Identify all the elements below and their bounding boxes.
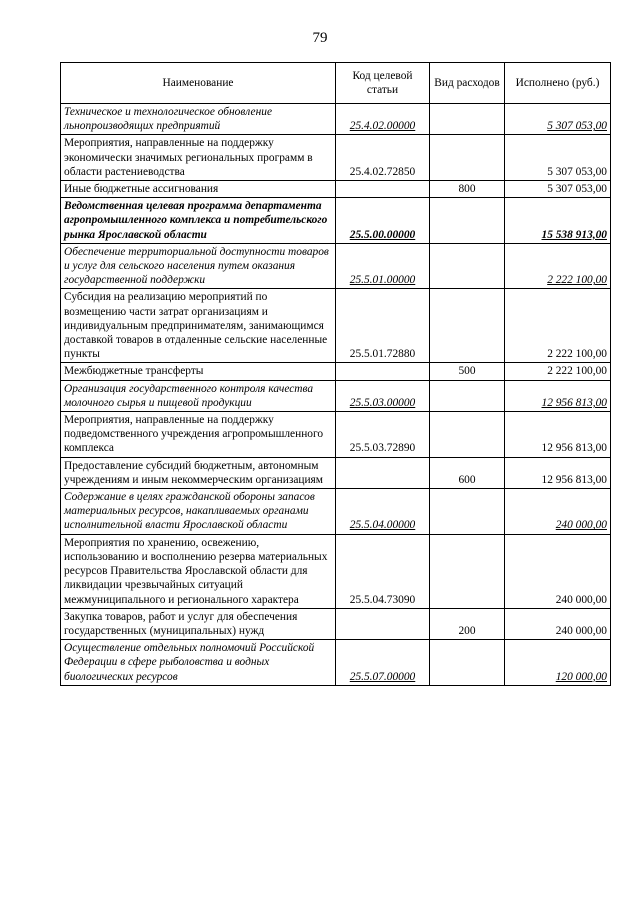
cell-code: 25.5.03.72890 bbox=[336, 412, 430, 458]
cell-amount: 5 307 053,00 bbox=[505, 181, 611, 198]
cell-type bbox=[430, 198, 505, 244]
cell-name: Закупка товаров, работ и услуг для обеспечения государственных (муниципальных) нужд bbox=[61, 608, 336, 639]
cell-type bbox=[430, 135, 505, 181]
cell-name: Мероприятия, направленные на поддержку экономически значимых региональных программ в области растениеводства bbox=[61, 135, 336, 181]
header-name: Наименование bbox=[61, 63, 336, 104]
cell-type: 500 bbox=[430, 363, 505, 380]
cell-code bbox=[336, 181, 430, 198]
cell-amount: 240 000,00 bbox=[505, 608, 611, 639]
header-code: Код целевой статьи bbox=[336, 63, 430, 104]
cell-code bbox=[336, 363, 430, 380]
page-number: 79 bbox=[312, 30, 328, 46]
cell-code: 25.5.07.00000 bbox=[336, 640, 430, 686]
cell-code: 25.5.01.00000 bbox=[336, 243, 430, 289]
cell-name: Содержание в целях гражданской обороны запасов материальных ресурсов, накапливаемых органами исполнительной власти Ярославской области bbox=[61, 489, 336, 535]
cell-type bbox=[430, 489, 505, 535]
cell-name: Предоставление субсидий бюджетным, автономным учреждениям и иным некоммерческим организациям bbox=[61, 457, 336, 488]
cell-amount: 120 000,00 bbox=[505, 640, 611, 686]
cell-amount: 240 000,00 bbox=[505, 489, 611, 535]
cell-amount: 2 222 100,00 bbox=[505, 363, 611, 380]
table-row bbox=[61, 198, 611, 244]
table-row bbox=[61, 289, 611, 363]
cell-name: Техническое и технологическое обновление льнопроизводящих предприятий bbox=[61, 104, 336, 135]
cell-code: 25.4.02.72850 bbox=[336, 135, 430, 181]
cell-type bbox=[430, 412, 505, 458]
cell-amount: 15 538 913,00 bbox=[505, 198, 611, 244]
cell-name: Мероприятия, направленные на поддержку подведомственного учреждения агропромышленного комплекса bbox=[61, 412, 336, 458]
cell-amount: 240 000,00 bbox=[505, 534, 611, 608]
cell-name: Иные бюджетные ассигнования bbox=[61, 181, 336, 198]
table-row bbox=[61, 534, 611, 608]
cell-code: 25.5.03.00000 bbox=[336, 380, 430, 411]
cell-code: 25.4.02.00000 bbox=[336, 104, 430, 135]
table-row bbox=[61, 608, 611, 639]
cell-amount: 5 307 053,00 bbox=[505, 104, 611, 135]
cell-type: 600 bbox=[430, 457, 505, 488]
table-row bbox=[61, 104, 611, 135]
cell-type bbox=[430, 534, 505, 608]
table-row bbox=[61, 135, 611, 181]
cell-amount: 12 956 813,00 bbox=[505, 380, 611, 411]
cell-code: 25.5.01.72880 bbox=[336, 289, 430, 363]
cell-type bbox=[430, 640, 505, 686]
cell-amount: 2 222 100,00 bbox=[505, 289, 611, 363]
cell-name: Субсидия на реализацию мероприятий по возмещению части затрат организациям и индивидуальным предпринимателям, занимающимся доставкой товаров в отдаленные сельские населенные пункты bbox=[61, 289, 336, 363]
cell-type bbox=[430, 289, 505, 363]
cell-amount: 12 956 813,00 bbox=[505, 457, 611, 488]
cell-amount: 2 222 100,00 bbox=[505, 243, 611, 289]
cell-code: 25.5.04.00000 bbox=[336, 489, 430, 535]
budget-table bbox=[60, 62, 611, 686]
header-type: Вид расходов bbox=[430, 63, 505, 104]
table-row bbox=[61, 412, 611, 458]
header-amount: Исполнено (руб.) bbox=[505, 63, 611, 104]
table-row bbox=[61, 181, 611, 198]
cell-code: 25.5.00.00000 bbox=[336, 198, 430, 244]
cell-name: Мероприятия по хранению, освежению, использованию и восполнению резерва материальных ресурсов Правительства Ярославской области для ликвидации чрезвычайных ситуаций межмуниципального и регионального характера bbox=[61, 534, 336, 608]
cell-type bbox=[430, 104, 505, 135]
cell-name: Организация государственного контроля качества молочного сырья и пищевой продукции bbox=[61, 380, 336, 411]
table-row bbox=[61, 380, 611, 411]
cell-code bbox=[336, 608, 430, 639]
cell-amount: 12 956 813,00 bbox=[505, 412, 611, 458]
table-header-row bbox=[61, 63, 611, 104]
cell-type bbox=[430, 243, 505, 289]
cell-code bbox=[336, 457, 430, 488]
cell-name: Осуществление отдельных полномочий Российской Федерации в сфере рыболовства и водных биологических ресурсов bbox=[61, 640, 336, 686]
cell-amount: 5 307 053,00 bbox=[505, 135, 611, 181]
table-row bbox=[61, 363, 611, 380]
cell-name: Ведомственная целевая программа департамента агропромышленного комплекса и потребительского рынка Ярославской области bbox=[61, 198, 336, 244]
table-row bbox=[61, 489, 611, 535]
cell-type: 200 bbox=[430, 608, 505, 639]
cell-code: 25.5.04.73090 bbox=[336, 534, 430, 608]
table-row bbox=[61, 243, 611, 289]
cell-type: 800 bbox=[430, 181, 505, 198]
cell-name: Межбюджетные трансферты bbox=[61, 363, 336, 380]
cell-type bbox=[430, 380, 505, 411]
table-row bbox=[61, 640, 611, 686]
table-row bbox=[61, 457, 611, 488]
cell-name: Обеспечение территориальной доступности товаров и услуг для сельского населения путем оказания государственной поддержки bbox=[61, 243, 336, 289]
